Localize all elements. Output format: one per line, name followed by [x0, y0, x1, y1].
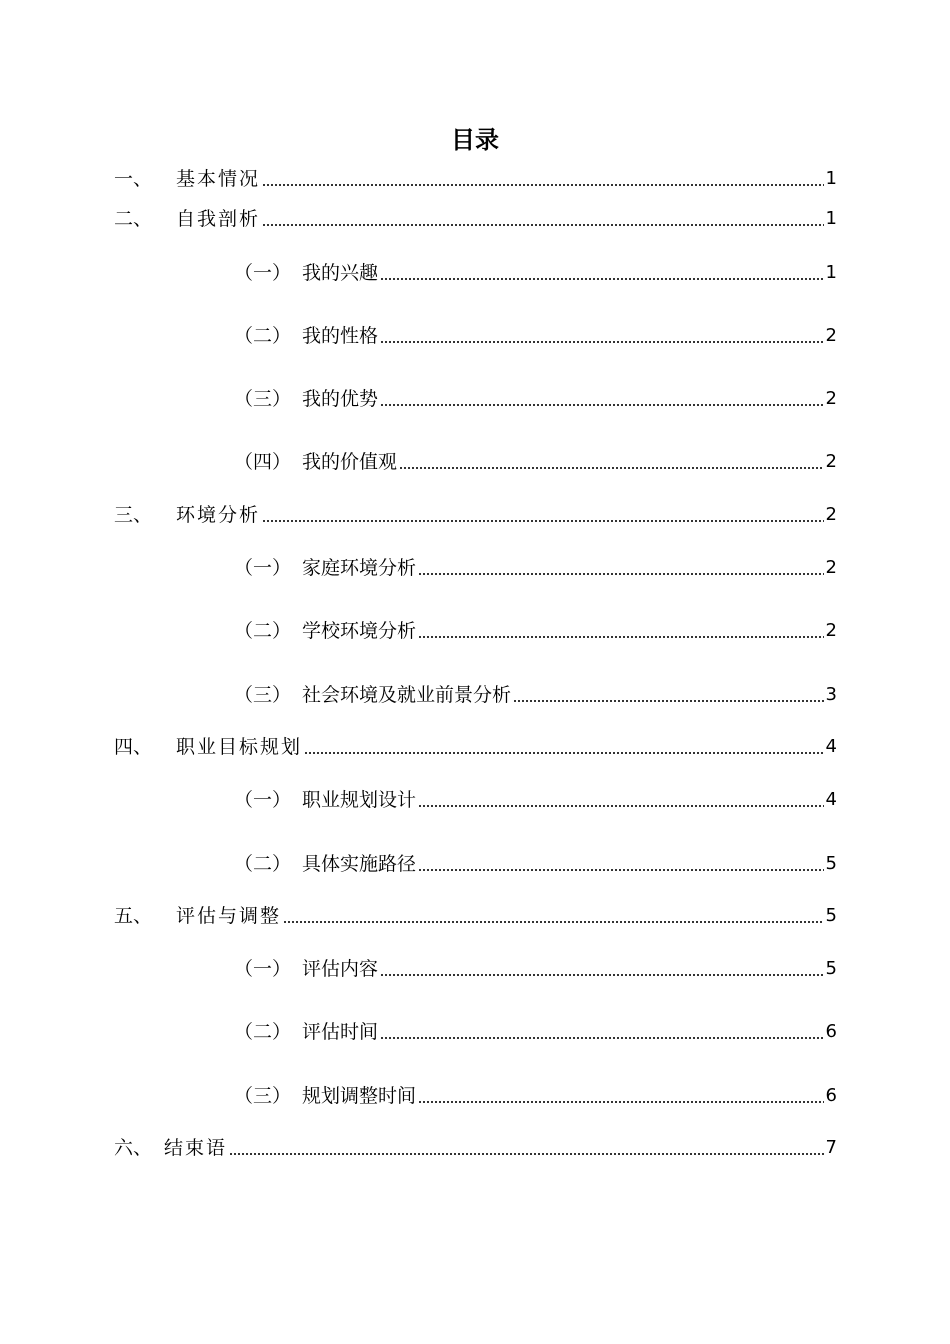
toc-entry-number: 五、 — [114, 905, 153, 927]
toc-entry-basic-info[interactable] — [114, 167, 837, 191]
toc-entry-page: 6 — [825, 1085, 837, 1106]
toc-dot-leader — [262, 184, 824, 186]
toc-entry-number: （一） — [234, 557, 292, 579]
toc-entry-evaluation-adjustment[interactable] — [114, 904, 837, 928]
toc-dot-leader — [380, 278, 824, 280]
toc-entry-label: 我的兴趣 — [302, 262, 379, 284]
toc-title: 目录 — [451, 126, 499, 154]
toc-entry-evaluation-content[interactable] — [234, 957, 837, 981]
toc-entry-page: 1 — [825, 208, 837, 229]
toc-dot-leader — [262, 224, 824, 226]
toc-entry-evaluation-time[interactable] — [234, 1020, 837, 1044]
toc-entry-number: 三、 — [114, 504, 153, 526]
toc-dot-leader — [380, 341, 824, 343]
toc-dot-leader — [418, 573, 824, 575]
toc-entry-page: 6 — [825, 1021, 837, 1042]
toc-entry-number: （三） — [234, 388, 292, 410]
toc-entry-label: 学校环境分析 — [302, 620, 417, 642]
toc-entry-number: （二） — [234, 325, 292, 347]
toc-entry-label: 自我剖析 — [176, 208, 261, 230]
toc-entry-page: 2 — [825, 325, 837, 346]
toc-entry-career-plan-design[interactable] — [234, 788, 837, 812]
toc-entry-page: 5 — [825, 853, 837, 874]
toc-entry-page: 5 — [825, 905, 837, 926]
toc-entry-number: （一） — [234, 262, 292, 284]
toc-entry-number: 一、 — [114, 168, 153, 190]
toc-entry-number: （三） — [234, 684, 292, 706]
toc-entry-implementation-path[interactable] — [234, 852, 837, 876]
toc-entry-label: 我的性格 — [302, 325, 379, 347]
toc-entry-values[interactable] — [234, 450, 837, 474]
toc-entry-label: 具体实施路径 — [302, 853, 417, 875]
toc-entry-number: （一） — [234, 789, 292, 811]
toc-entry-label: 职业目标规划 — [176, 736, 303, 758]
toc-entry-label: 家庭环境分析 — [302, 557, 417, 579]
toc-entry-label: 评估内容 — [302, 958, 379, 980]
toc-entry-interests[interactable] — [234, 261, 837, 285]
toc-dot-leader — [283, 921, 824, 923]
toc-entry-number: （二） — [234, 1021, 292, 1043]
toc-entry-family-environment[interactable] — [234, 556, 837, 580]
toc-entry-social-environment[interactable] — [234, 683, 837, 707]
toc-entry-page: 3 — [825, 684, 837, 705]
toc-entry-personality[interactable] — [234, 324, 837, 348]
toc-entry-page: 5 — [825, 958, 837, 979]
toc-dot-leader — [229, 1153, 824, 1155]
toc-entry-number: （四） — [234, 451, 292, 473]
toc-entry-number: （二） — [234, 620, 292, 642]
toc-entry-label: 我的优势 — [302, 388, 379, 410]
toc-dot-leader — [399, 467, 824, 469]
toc-dot-leader — [380, 974, 824, 976]
toc-entry-career-goal-planning[interactable] — [114, 735, 837, 759]
toc-entry-label: 社会环境及就业前景分析 — [302, 684, 512, 706]
toc-dot-leader — [418, 636, 824, 638]
toc-entry-label: 职业规划设计 — [302, 789, 417, 811]
toc-dot-leader — [262, 520, 824, 522]
toc-entry-label: 结束语 — [164, 1137, 228, 1159]
toc-dot-leader — [380, 404, 824, 406]
toc-entry-page: 1 — [825, 262, 837, 283]
toc-entry-self-analysis[interactable] — [114, 207, 837, 231]
toc-entry-environment-analysis[interactable] — [114, 503, 837, 527]
toc-entry-label: 基本情况 — [176, 168, 261, 190]
toc-entry-number: （三） — [234, 1085, 292, 1107]
toc-entry-label: 评估与调整 — [176, 905, 282, 927]
toc-entry-number: 二、 — [114, 208, 153, 230]
toc-dot-leader — [304, 752, 824, 754]
toc-entry-page: 4 — [825, 789, 837, 810]
toc-entry-number: （一） — [234, 958, 292, 980]
toc-entry-label: 规划调整时间 — [302, 1085, 417, 1107]
toc-entry-page: 2 — [825, 557, 837, 578]
toc-entry-school-environment[interactable] — [234, 619, 837, 643]
toc-entry-page: 2 — [825, 388, 837, 409]
toc-dot-leader — [418, 1101, 824, 1103]
toc-entry-page: 7 — [825, 1137, 837, 1158]
toc-entry-number: 四、 — [114, 736, 153, 758]
toc-entry-conclusion[interactable] — [114, 1136, 837, 1160]
toc-dot-leader — [418, 805, 824, 807]
toc-dot-leader — [380, 1037, 824, 1039]
toc-entry-label: 环境分析 — [176, 504, 261, 526]
toc-entry-number: （二） — [234, 853, 292, 875]
toc-entry-page: 1 — [825, 168, 837, 189]
toc-entry-number: 六、 — [114, 1137, 153, 1159]
toc-entry-page: 2 — [825, 451, 837, 472]
toc-entry-plan-adjustment-time[interactable] — [234, 1084, 837, 1108]
toc-entry-page: 4 — [825, 736, 837, 757]
toc-entry-page: 2 — [825, 620, 837, 641]
toc-dot-leader — [513, 700, 824, 702]
toc-entry-strengths[interactable] — [234, 387, 837, 411]
toc-dot-leader — [418, 869, 824, 871]
toc-entry-page: 2 — [825, 504, 837, 525]
toc-entry-label: 评估时间 — [302, 1021, 379, 1043]
toc-entry-label: 我的价值观 — [302, 451, 398, 473]
